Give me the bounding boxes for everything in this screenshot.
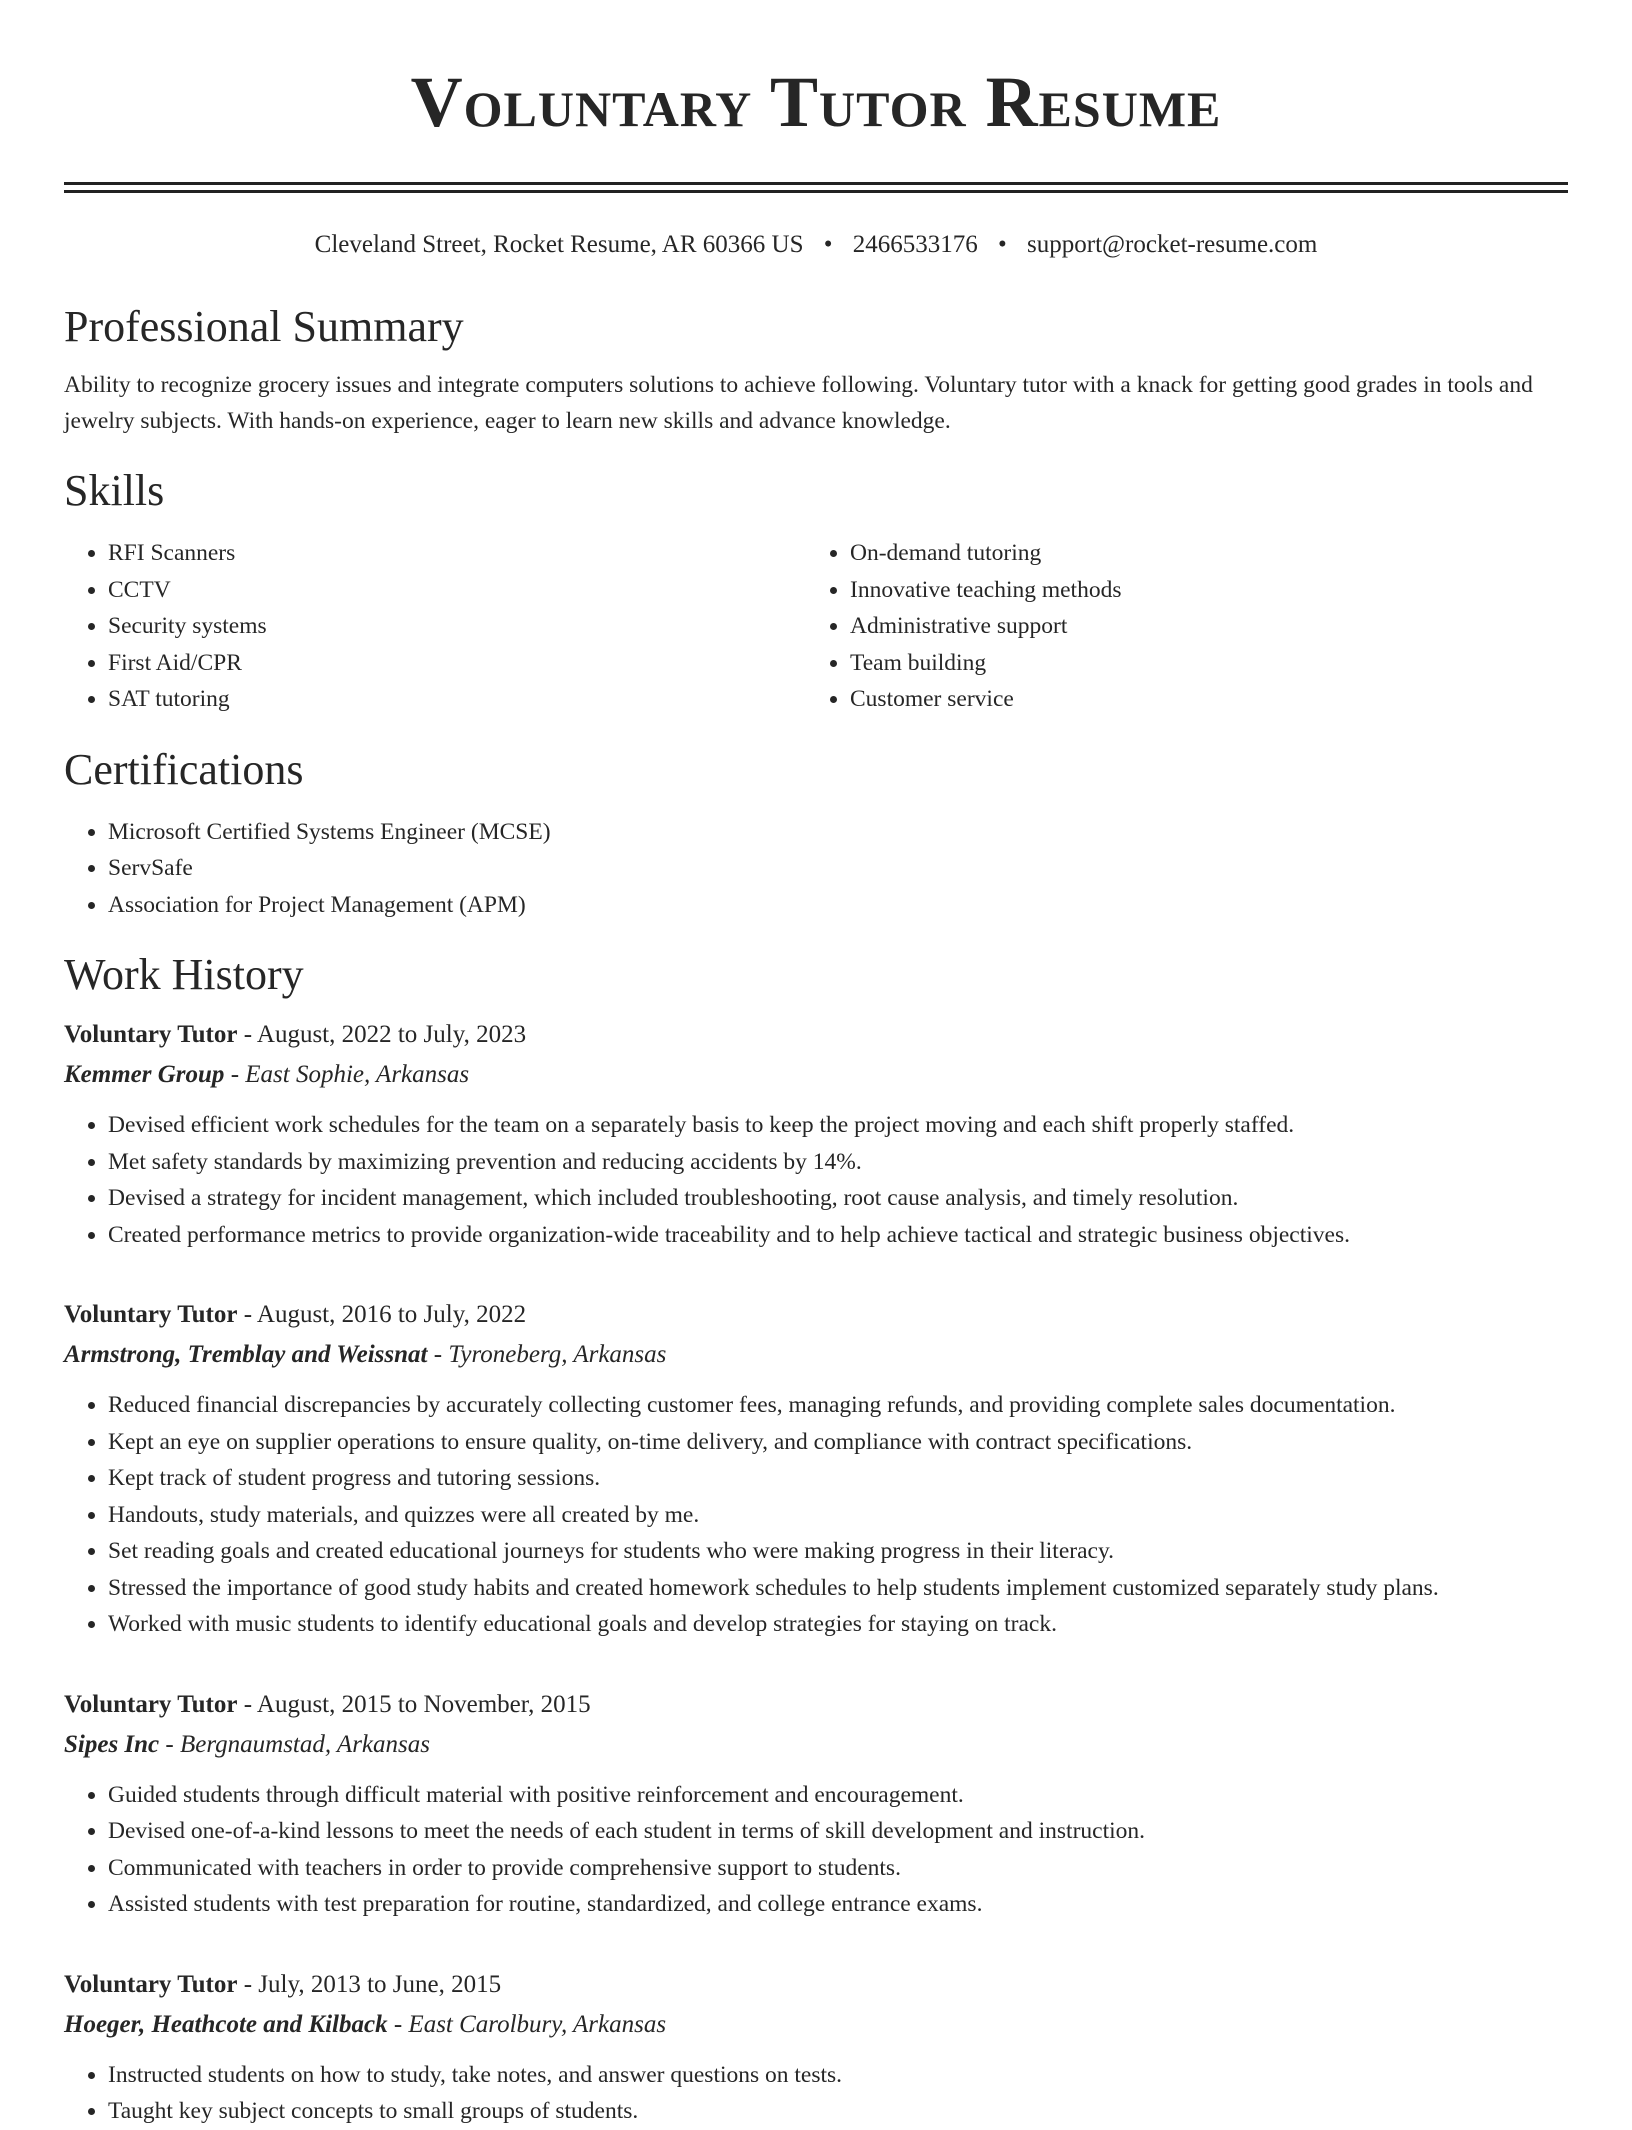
job-entry xyxy=(64,1015,1568,1253)
job-company-line xyxy=(64,1725,1568,1765)
job-dates: - August, 2016 to July, 2022 xyxy=(237,1301,527,1328)
certification-item: • Microsoft Certified Systems Engineer (MCSE) xyxy=(108,814,1568,851)
job-bullet: • Kept track of student progress and tutoring sessions. xyxy=(108,1460,1568,1497)
skill-item: • Security systems xyxy=(108,608,806,645)
contact-email: support@rocket-resume.com xyxy=(1027,231,1318,258)
job-bullet: • Guided students through difficult material with positive reinforcement and encouragement. xyxy=(108,1777,1568,1814)
job-location: - Bergnaumstad, Arkansas xyxy=(159,1730,430,1758)
job-company: Sipes Inc xyxy=(64,1730,160,1758)
job-bullet: • Reduced financial discrepancies by accurately collecting customer fees, managing refunds, and providing complete sales documentation. xyxy=(108,1387,1568,1424)
job-bullet: • Kept an eye on supplier operations to ensure quality, on-time delivery, and compliance with contract specifications. xyxy=(108,1424,1568,1461)
skill-item: • Administrative support xyxy=(850,608,1568,645)
job-company-line xyxy=(64,1335,1568,1375)
job-bullets xyxy=(64,1387,1568,1643)
job-title: Voluntary Tutor xyxy=(64,1970,238,1998)
certifications-list xyxy=(64,814,1568,924)
job-bullet: • Instructed students on how to study, take notes, and answer questions on tests. xyxy=(108,2057,1568,2094)
certification-item: • ServSafe xyxy=(108,850,1568,887)
skill-item: • Innovative teaching methods xyxy=(850,572,1568,609)
job-title-line xyxy=(64,1295,1568,1335)
work-history-heading: Work History xyxy=(64,950,304,999)
job-title-line xyxy=(64,1015,1568,1055)
skill-item: • Customer service xyxy=(850,681,1568,718)
job-location: - East Carolbury, Arkansas xyxy=(387,2010,667,2038)
summary-heading: Professional Summary xyxy=(64,302,464,351)
title-divider xyxy=(64,182,1568,193)
job-bullets xyxy=(64,1107,1568,1253)
skill-item: • First Aid/CPR xyxy=(108,645,806,682)
job-bullet: • Set reading goals and created educational journeys for students who were making progress in their literacy. xyxy=(108,1533,1568,1570)
job-company: Armstrong, Tremblay and Weissnat xyxy=(64,1341,428,1368)
job-location: - Tyroneberg, Arkansas xyxy=(427,1341,667,1368)
job-bullet: • Met safety standards by maximizing prevention and reducing accidents by 14%. xyxy=(108,1144,1568,1181)
skill-item: • On-demand tutoring xyxy=(850,535,1568,572)
job-bullet: • Communicated with teachers in order to provide comprehensive support to students. xyxy=(108,1850,1568,1887)
job-entry xyxy=(64,1295,1568,1643)
job-dates: - August, 2015 to November, 2015 xyxy=(237,1690,591,1718)
job-company: Kemmer Group xyxy=(64,1061,225,1088)
contact-address: Cleveland Street, Rocket Resume, AR 60366 US xyxy=(314,231,804,258)
skills-heading: Skills xyxy=(64,466,165,515)
job-bullet: • Assisted students with test preparation for routine, standardized, and college entrance exams. xyxy=(108,1886,1568,1923)
skills-list-left xyxy=(64,535,806,718)
job-bullet: • Worked with music students to identify educational goals and develop strategies for staying on track. xyxy=(108,1606,1568,1643)
skill-item: • Team building xyxy=(850,645,1568,682)
job-title: Voluntary Tutor xyxy=(64,1690,238,1718)
certifications-heading: Certifications xyxy=(64,744,304,794)
job-title: Voluntary Tutor xyxy=(64,1021,238,1048)
job-bullet: • Devised a strategy for incident management, which included troubleshooting, root cause analysis, and timely resolution. xyxy=(108,1180,1568,1217)
skill-item: • RFI Scanners xyxy=(108,535,806,572)
job-bullet: • Handouts, study materials, and quizzes were all created by me. xyxy=(108,1497,1568,1534)
job-bullet: • Devised one-of-a-kind lessons to meet the needs of each student in terms of skill development and instruction. xyxy=(108,1813,1568,1850)
job-company: Hoeger, Heathcote and Kilback xyxy=(64,2010,388,2038)
summary-section xyxy=(64,301,1568,439)
job-bullet: • Devised efficient work schedules for the team on a separately basis to keep the project moving and each shift properly staffed. xyxy=(108,1107,1568,1144)
certifications-section xyxy=(64,744,1568,924)
contact-separator: • xyxy=(823,231,833,258)
skill-item: • CCTV xyxy=(108,572,806,609)
job-entry xyxy=(64,1685,1568,1923)
skills-section xyxy=(64,465,1568,718)
job-company-line xyxy=(64,2005,1568,2045)
skill-item: • SAT tutoring xyxy=(108,681,806,718)
job-title: Voluntary Tutor xyxy=(64,1301,238,1328)
job-entry xyxy=(64,1965,1568,2130)
job-bullets xyxy=(64,2057,1568,2130)
job-title-line xyxy=(64,1685,1568,1725)
job-bullet: • Taught key subject concepts to small groups of students. xyxy=(108,2093,1568,2130)
job-bullet: • Stressed the importance of good study habits and created homework schedules to help students implement customized separately study plans. xyxy=(108,1570,1568,1607)
job-title-line xyxy=(64,1965,1568,2005)
summary-text: Ability to recognize grocery issues and integrate computers solutions to achieve following. Voluntary tutor with a knack for getting good grades in tools and jewelry subjects. With hands-on experience, eager to learn new skills and advance knowledge. xyxy=(64,372,1533,434)
resume-title: Voluntary Tutor Resume xyxy=(410,62,1222,142)
skills-grid xyxy=(64,535,1568,718)
job-location: - East Sophie, Arkansas xyxy=(224,1061,470,1088)
work-history-section xyxy=(64,949,1568,2130)
contact-separator: • xyxy=(998,231,1007,258)
contact-phone: 2466533176 xyxy=(852,231,978,258)
contact-line xyxy=(64,229,1568,261)
skills-list-right xyxy=(806,535,1568,718)
job-company-line xyxy=(64,1055,1568,1095)
job-dates: - July, 2013 to June, 2015 xyxy=(237,1970,502,1998)
job-dates: - August, 2022 to July, 2023 xyxy=(237,1021,527,1048)
job-bullet: • Created performance metrics to provide organization-wide traceability and to help achieve tactical and strategic business objectives. xyxy=(108,1217,1568,1254)
job-bullets xyxy=(64,1777,1568,1923)
certification-item: • Association for Project Management (APM) xyxy=(108,887,1568,924)
